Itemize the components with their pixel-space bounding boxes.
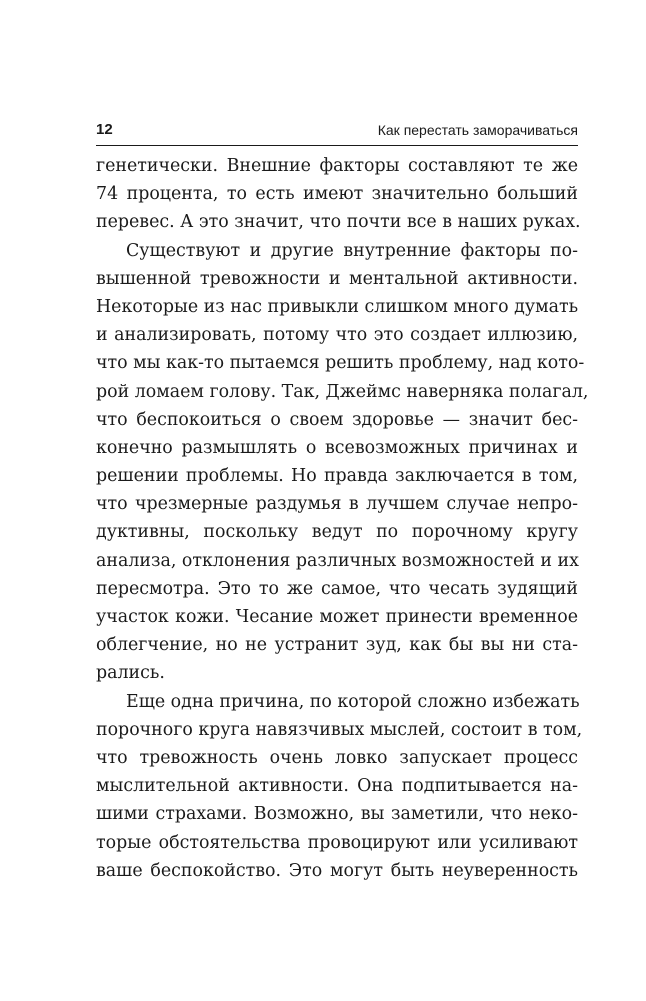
text-line: Некоторые из нас привыкли слишком много думать: [96, 296, 579, 317]
text-line: и анализировать, потому что это создает иллюзию,: [96, 325, 578, 346]
text-line: вышенной тревожности и ментальной активности.: [96, 268, 578, 289]
text-line: что чрезмерные раздумья в лучшем случае непро-: [96, 494, 578, 515]
page-header: [96, 115, 578, 146]
text-line: что беспокоиться о своем здоровье — значит бес-: [96, 409, 578, 430]
text-line: рались.: [96, 663, 165, 684]
text-line: генетически. Внешние факторы составляют те же: [96, 156, 578, 176]
text-line: участок кожи. Чесание может принести временное: [96, 607, 578, 627]
text-line: облегчение, но не устранит зуд, как бы вы ни ста-: [96, 635, 578, 656]
text-line: порочного круга навязчивых мыслей, состоит в том,: [96, 719, 583, 740]
text-line: 74 процента, то есть имеют значительно больший: [96, 184, 578, 205]
text-line: анализа, отклонения различных возможностей и их: [96, 550, 579, 571]
text-line: конечно размышлять о всевозможных причинах и: [96, 437, 578, 458]
text-line: торые обстоятельства провоцируют или усиливают: [96, 832, 578, 853]
text-line: решении проблемы. Но правда заключается в том,: [96, 466, 578, 487]
text-line: дуктивны, поскольку ведут по порочному кругу: [96, 522, 578, 543]
text-line: ваше беспокойство. Это могут быть неуверенность: [96, 860, 578, 881]
page-number: 12: [96, 121, 113, 138]
body-text: [96, 152, 589, 885]
text-line: перевес. А это значит, что почти все в наших руках.: [96, 212, 581, 233]
text-line: шими страхами. Возможно, вы заметили, что неко-: [96, 804, 578, 825]
running-title: Как перестать заморачиваться: [377, 122, 578, 138]
text-line: Еще одна причина, по которой сложно избежать: [126, 691, 580, 712]
text-line: что мы как-то пытаемся решить проблему, над кото-: [96, 353, 585, 374]
text-line: пересмотра. Это то же самое, что чесать зудящий: [96, 578, 578, 599]
text-line: рой ломаем голову. Так, Джеймс наверняка полагал,: [96, 381, 589, 402]
text-line: что тревожность очень ловко запускает процесс: [96, 747, 578, 768]
text-line: Существуют и другие внутренние факторы по-: [126, 240, 578, 261]
text-line: мыслительной активности. Она подпитывается на-: [96, 776, 578, 797]
